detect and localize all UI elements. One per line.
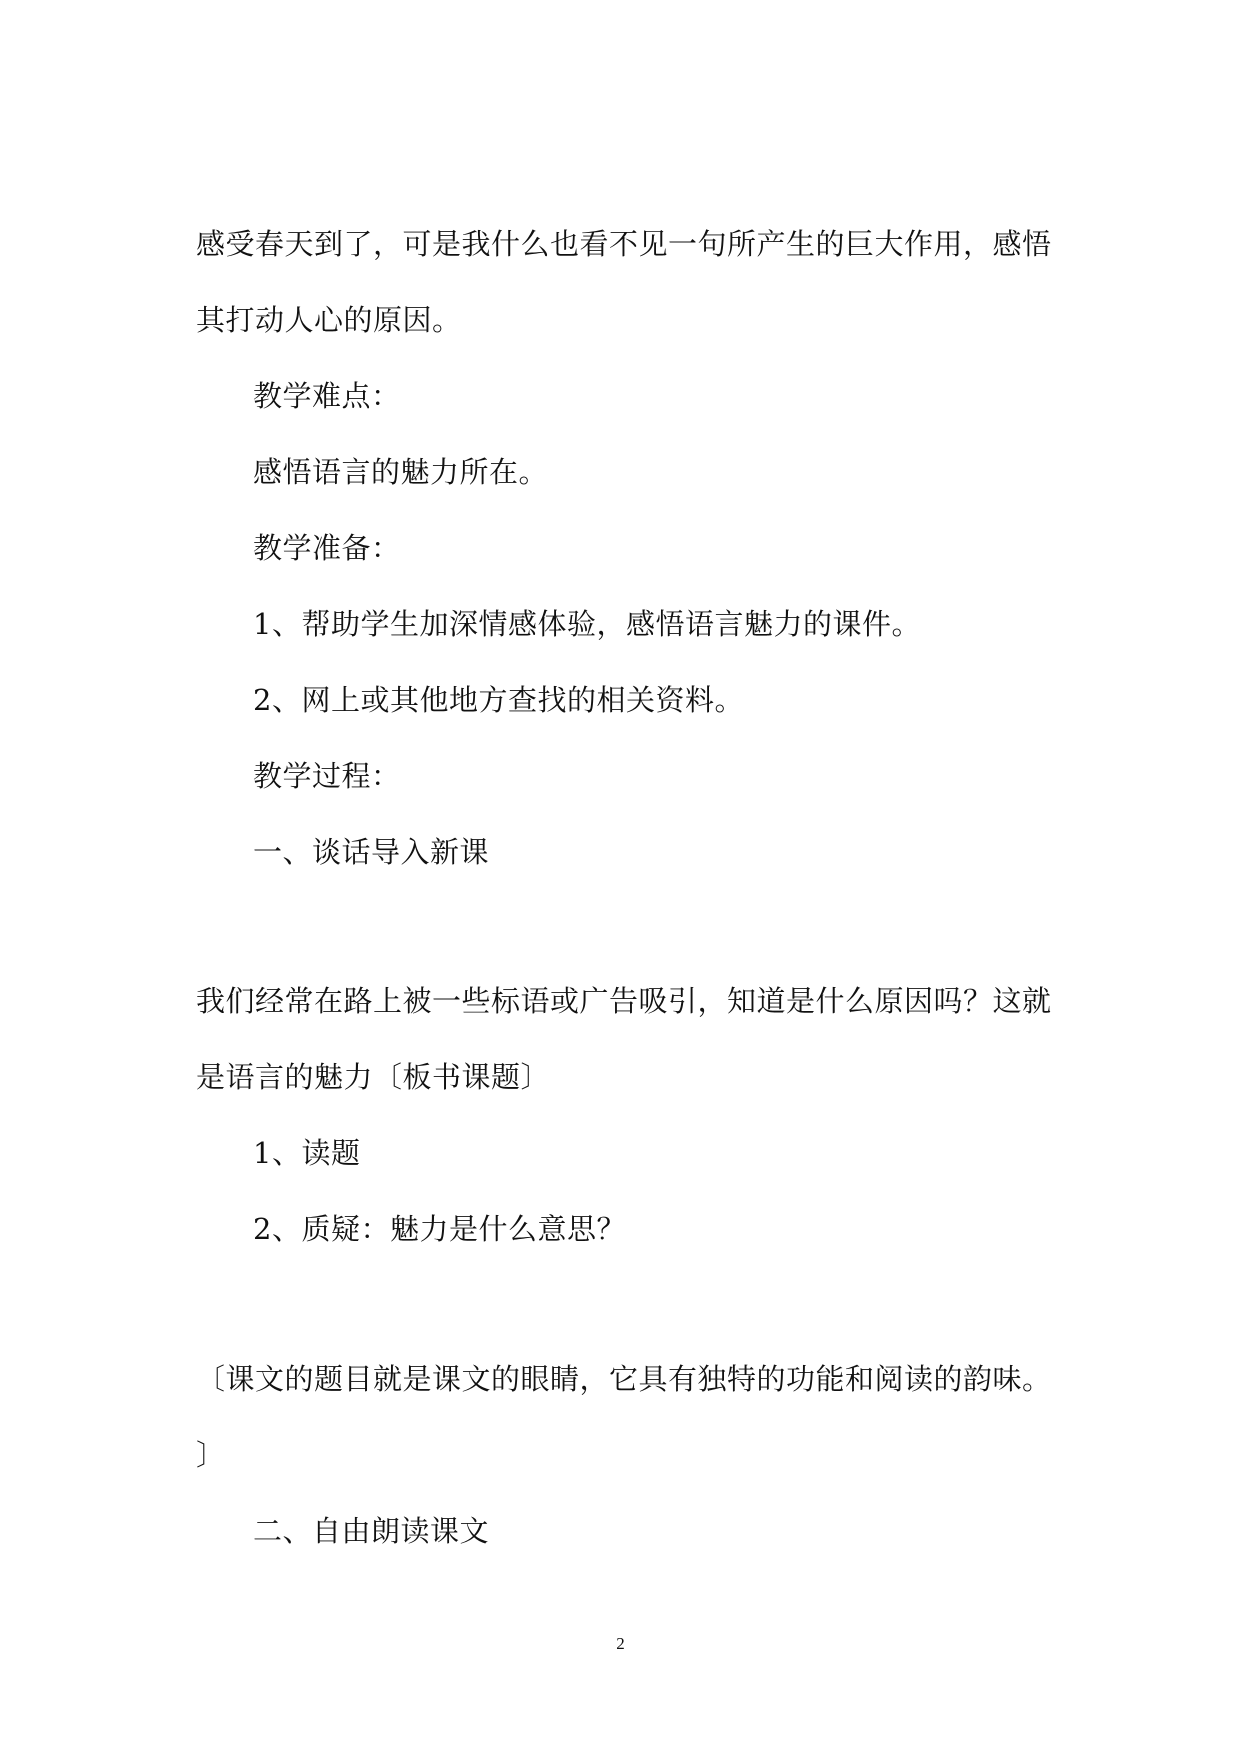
list-item: 1、读题 <box>253 1136 361 1170</box>
paragraph-line: 我们经常在路上被一些标语或广告吸引，知道是什么原因吗？这就 <box>196 984 1052 1018</box>
paragraph-line: 感受春天到了，可是我什么也看不见一句所产生的巨大作用，感悟 <box>196 227 1052 261</box>
paragraph-line: 其打动人心的原因。 <box>196 303 462 337</box>
section-heading: 一、谈话导入新课 <box>253 835 490 869</box>
list-item: 2、质疑：魅力是什么意思？ <box>253 1212 626 1246</box>
page-number: 2 <box>616 1634 625 1653</box>
paragraph-line: 是语言的魅力〔板书课题〕 <box>196 1060 551 1094</box>
section-heading: 二、自由朗读课文 <box>253 1514 490 1548</box>
section-heading: 教学难点： <box>253 379 401 413</box>
section-heading: 教学准备： <box>253 531 401 565</box>
list-item: 1、帮助学生加深情感体验，感悟语言魅力的课件。 <box>253 607 921 641</box>
section-heading: 教学过程： <box>253 759 401 793</box>
list-item: 2、网上或其他地方查找的相关资料。 <box>253 683 744 717</box>
paragraph-line: 感悟语言的魅力所在。 <box>253 455 549 489</box>
paragraph-line: 〕 <box>196 1438 226 1472</box>
paragraph-line: 〔课文的题目就是课文的眼睛，它具有独特的功能和阅读的韵味。 <box>196 1362 1052 1396</box>
